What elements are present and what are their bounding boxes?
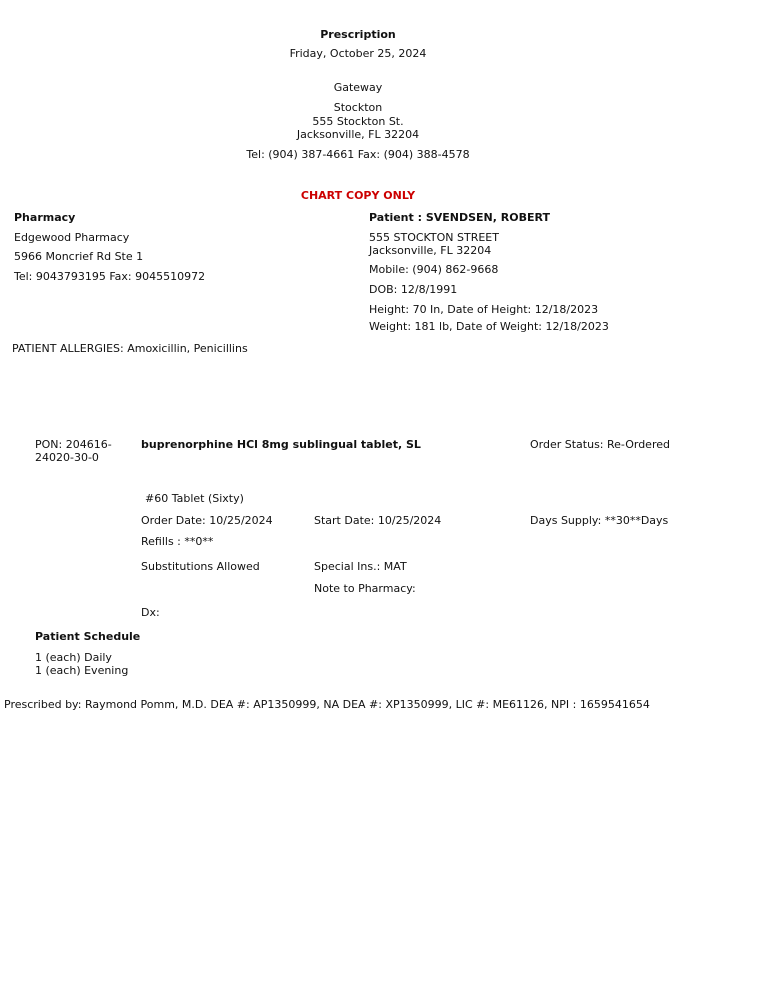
org-name: Gateway [333, 81, 383, 94]
chart-copy-notice: CHART COPY ONLY [300, 189, 416, 202]
order-status: Order Status: Re-Ordered [530, 438, 670, 451]
special-instructions: Special Ins.: MAT [314, 560, 407, 573]
drug-name: buprenorphine HCl 8mg sublingual tablet, SL [141, 438, 421, 451]
patient-street: 555 STOCKTON STREET [369, 231, 499, 244]
prescription-date: Friday, October 25, 2024 [289, 47, 427, 60]
note-to-pharmacy: Note to Pharmacy: [314, 582, 416, 595]
location-street: 555 Stockton St. [312, 115, 404, 128]
patient-weight: Weight: 181 lb, Date of Weight: 12/18/2023 [369, 320, 609, 333]
schedule-heading: Patient Schedule [35, 630, 141, 643]
location-phones: Tel: (904) 387-4661 Fax: (904) 388-4578 [246, 148, 470, 161]
patient-height: Height: 70 In, Date of Height: 12/18/2023 [369, 303, 599, 316]
diagnosis: Dx: [141, 606, 160, 619]
pharmacy-address: 5966 Moncrief Rd Ste 1 [14, 250, 144, 263]
location-name: Stockton [333, 101, 383, 114]
schedule-item: 1 (each) Daily [35, 651, 112, 664]
order-date: Order Date: 10/25/2024 [141, 514, 273, 527]
patient-mobile: Mobile: (904) 862-9668 [369, 263, 499, 276]
substitutions: Substitutions Allowed [141, 560, 260, 573]
patient-allergies: PATIENT ALLERGIES: Amoxicillin, Penicillins [12, 342, 248, 355]
patient-city: Jacksonville, FL 32204 [369, 244, 492, 257]
patient-dob: DOB: 12/8/1991 [369, 283, 458, 296]
page-title: Prescription [320, 28, 396, 41]
pharmacy-name: Edgewood Pharmacy [14, 231, 130, 244]
start-date: Start Date: 10/25/2024 [314, 514, 442, 527]
days-supply: Days Supply: **30**Days [530, 514, 669, 527]
prescriber-info: Prescribed by: Raymond Pomm, M.D. DEA #: AP1350999, NA DEA #: XP1350999, LIC #: ME61126, NPI : 1659541654 [4, 698, 650, 711]
location-city: Jacksonville, FL 32204 [296, 128, 420, 141]
patient-heading: Patient : SVENDSEN, ROBERT [369, 211, 550, 224]
order-quantity: #60 Tablet (Sixty) [145, 492, 244, 505]
pharmacy-heading: Pharmacy [14, 211, 76, 224]
order-pon: PON: 204616-24020-30-0 [35, 438, 112, 464]
pharmacy-phones: Tel: 9043793195 Fax: 9045510972 [14, 270, 206, 283]
schedule-item: 1 (each) Evening [35, 664, 129, 677]
refills: Refills : **0** [141, 535, 214, 548]
